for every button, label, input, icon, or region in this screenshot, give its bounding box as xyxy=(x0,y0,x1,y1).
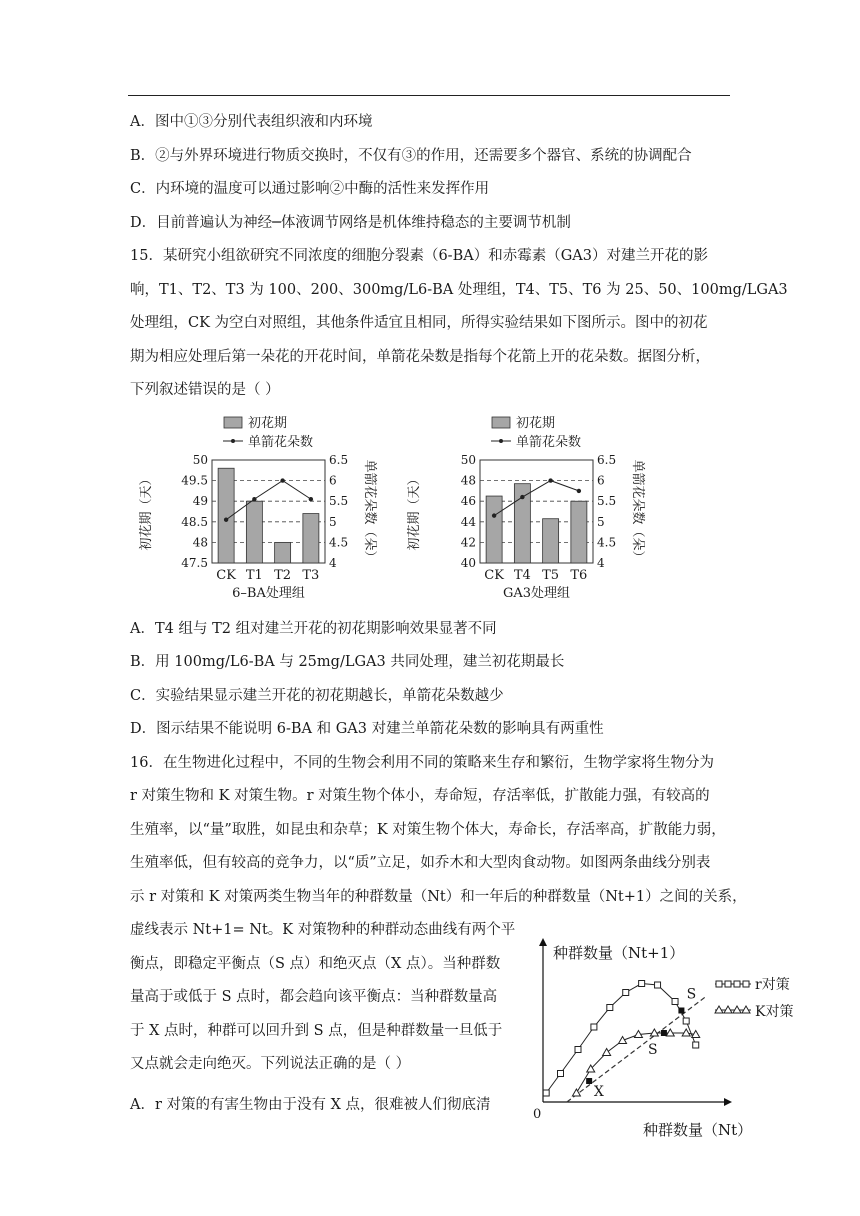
y2-axis-label: 单箭花朵数（朵） xyxy=(362,459,377,564)
y-tick-label: 47.5 xyxy=(181,556,208,570)
x-tick-label: T5 xyxy=(542,568,560,583)
identity-line xyxy=(567,997,705,1102)
y-axis-label: 初花期（天） xyxy=(407,472,422,551)
q16-line: 生殖率，以“量”取胜，如昆虫和杂草；K 对策生物个体大，寿命长，存活率高，扩散能力弱， xyxy=(130,822,726,838)
y-tick-label: 42 xyxy=(460,535,476,550)
legend-r-marker xyxy=(725,981,731,987)
y-tick-label: 40 xyxy=(460,556,476,570)
k-series-marker xyxy=(603,1049,611,1056)
y2-tick-label: 6 xyxy=(329,473,337,488)
y2-tick-label: 5 xyxy=(329,514,337,529)
x-tick-label: T6 xyxy=(570,568,588,583)
q15-stem-line: 响，T1、T2、T3 为 100、200、300mg/L6-BA 处理组，T4、T5、T6 为 25、50、100mg/LGA3 xyxy=(130,282,788,298)
line-point xyxy=(492,513,496,517)
y-axis-label: 初花期（天） xyxy=(139,472,154,551)
x-axis-label: GA3处理组 xyxy=(502,586,571,601)
q14-option-a: A．图中①③分别代表组织液和内环境 xyxy=(130,114,373,130)
y2-tick-label: 4 xyxy=(597,556,605,570)
y-tick-label: 49 xyxy=(192,494,208,509)
legend-line-marker xyxy=(499,439,503,443)
q15-option-a: A．T4 组与 T2 组对建兰开花的初花期影响效果显著不同 xyxy=(130,621,497,637)
legend-label: 初花期 xyxy=(248,416,288,431)
y-tick-label: 49.5 xyxy=(181,473,208,488)
y2-tick-label: 5 xyxy=(597,514,605,529)
series-line xyxy=(494,481,579,516)
r-series-marker xyxy=(683,1018,689,1024)
y2-tick-label: 6 xyxy=(597,473,605,488)
y2-tick-label: 6.5 xyxy=(597,453,617,467)
chart-population xyxy=(525,932,825,1147)
bar xyxy=(543,519,559,563)
q14-option-c: C．内环境的温度可以通过影响②中酶的活性来发挥作用 xyxy=(130,181,490,197)
y-tick-label: 46 xyxy=(460,494,476,509)
q15-stem-line: 处理组，CK 为空白对照组，其他条件适宜且相同，所得实验结果如下图所示。图中的初花 xyxy=(130,315,708,331)
legend-label: 单箭花朵数 xyxy=(248,435,314,450)
q16-narrow-line: 衡点，即稳定平衡点（S 点）和绝灭点（X 点）。当种群数 xyxy=(130,956,501,972)
series-line xyxy=(226,481,311,520)
q16-narrow-line: 又点就会走向绝灭。下列说法正确的是（ ） xyxy=(130,1056,411,1072)
point-label-s: S xyxy=(648,1042,658,1058)
r-series-marker xyxy=(639,981,645,987)
k-series-marker xyxy=(619,1037,627,1044)
q15-option-c: C．实验结果显示建兰开花的初花期越长，单箭花朵数越少 xyxy=(130,688,504,704)
q16-line: r 对策生物和 K 对策生物。r 对策生物个体小，寿命短，存活率低，扩散能力强，有较高的 xyxy=(130,788,710,804)
k-extinction-point xyxy=(586,1078,592,1084)
y2-tick-label: 4.5 xyxy=(329,535,349,550)
x-axis-label: 6–BA处理组 xyxy=(232,586,305,601)
y-tick-label: 50 xyxy=(460,453,476,467)
q14-option-b: B．②与外界环境进行物质交换时，不仅有③的作用，还需要多个器官、系统的协调配合 xyxy=(130,148,692,164)
y2-tick-label: 4.5 xyxy=(597,535,617,550)
y2-tick-label: 6.5 xyxy=(329,453,349,467)
q15-stem-line: 期为相应处理后第一朵花的开花时间，单箭花朵数是指每个花箭上开的花朵数。据图分析， xyxy=(130,349,710,365)
q16-line: 示 r 对策和 K 对策两类生物当年的种群数量（Nt）和一年后的种群数量（Nt+1）之间的关系， xyxy=(130,889,747,905)
line-point xyxy=(280,478,284,482)
line-point xyxy=(224,518,228,522)
y-tick-label: 44 xyxy=(460,514,476,529)
chart-6ba xyxy=(130,410,380,610)
r-series-marker xyxy=(623,990,629,996)
legend-bar-swatch xyxy=(224,417,242,428)
origin-label: 0 xyxy=(533,1107,542,1122)
chart-ga3 xyxy=(398,410,658,610)
q15-option-d: D．图示结果不能说明 6-BA 和 GA3 对建兰单箭花朵数的影响具有两重性 xyxy=(130,721,604,737)
legend-r-marker xyxy=(716,981,722,987)
bar xyxy=(486,496,502,563)
q16-option-a: A．r 对策的有害生物由于没有 X 点，很难被人们彻底清 xyxy=(130,1097,491,1113)
q16-line: 生殖率低，但有较高的竞争力，以“质”立足，如乔木和大型肉食动物。如图两条曲线分别表 xyxy=(130,855,711,871)
y-tick-label: 48.5 xyxy=(181,514,208,529)
x-tick-label: T2 xyxy=(274,568,292,583)
y-tick-label: 48 xyxy=(192,535,208,550)
legend-r-marker xyxy=(734,981,740,987)
y-tick-label: 50 xyxy=(192,453,208,467)
legend-label: r对策 xyxy=(755,977,790,993)
r-series-marker xyxy=(655,982,661,988)
r-equilibrium-point xyxy=(678,1008,684,1014)
legend-r-marker xyxy=(743,981,749,987)
r-series-marker xyxy=(591,1024,597,1030)
q15-option-b: B．用 100mg/L6-BA 与 25mg/LGA3 共同处理，建兰初花期最长 xyxy=(130,654,565,670)
bar xyxy=(571,501,587,563)
y2-tick-label: 4 xyxy=(329,556,337,570)
y2-tick-label: 5.5 xyxy=(329,494,349,509)
line-point xyxy=(577,489,581,493)
header-rule xyxy=(128,95,730,96)
line-point xyxy=(520,495,524,499)
bar xyxy=(246,501,262,563)
x-axis-arrow xyxy=(724,1098,732,1106)
q16-narrow-line: 虚线表示 Nt+1= Nt。K 对策物种的种群动态曲线有两个平 xyxy=(130,922,516,938)
line-point xyxy=(309,497,313,501)
r-series-marker xyxy=(693,1042,699,1048)
bar xyxy=(275,542,291,563)
r-series-marker xyxy=(607,1005,613,1011)
x-tick-label: CK xyxy=(484,568,504,583)
r-series-marker xyxy=(558,1071,564,1077)
r-series-marker xyxy=(575,1047,581,1053)
line-point xyxy=(252,497,256,501)
legend-label: 单箭花朵数 xyxy=(516,435,582,450)
legend-bar-swatch xyxy=(492,417,510,428)
y2-tick-label: 5.5 xyxy=(597,494,617,509)
y-axis-arrow xyxy=(539,938,547,946)
line-point xyxy=(548,478,552,482)
legend-line-marker xyxy=(231,439,235,443)
q14-option-d: D．目前普遍认为神经─体液调节网络是机体维持稳态的主要调节机制 xyxy=(130,215,571,231)
q15-stem-line: 下列叙述错误的是（ ） xyxy=(130,382,280,398)
x-axis-label: 种群数量（Nt） xyxy=(643,1121,753,1139)
legend-label: K对策 xyxy=(755,1004,794,1020)
y-tick-label: 48 xyxy=(460,473,476,488)
y-axis-label: 种群数量（Nt+1） xyxy=(553,944,685,962)
r-series-marker xyxy=(672,999,678,1005)
x-tick-label: T3 xyxy=(302,568,320,583)
q15-stem-line: 15．某研究小组欲研究不同浓度的细胞分裂素（6-BA）和赤霉素（GA3）对建兰开花的影 xyxy=(130,248,708,264)
x-tick-label: T4 xyxy=(513,568,531,583)
q16-narrow-line: 于 X 点时，种群可以回升到 S 点，但是种群数量一旦低于 xyxy=(130,1023,503,1039)
q16-line: 16．在生物进化过程中，不同的生物会利用不同的策略来生存和繁衍，生物学家将生物分为 xyxy=(130,755,714,771)
k-equilibrium-point xyxy=(661,1030,667,1036)
r-series-marker xyxy=(543,1090,549,1096)
bar xyxy=(303,514,319,563)
k-series-marker xyxy=(572,1089,580,1096)
x-tick-label: T1 xyxy=(245,568,263,583)
x-tick-label: CK xyxy=(216,568,236,583)
legend-label: 初花期 xyxy=(516,416,556,431)
point-label-x: X xyxy=(593,1084,604,1100)
q16-narrow-line: 量高于或低于 S 点时，都会趋向该平衡点：当种群数量高 xyxy=(130,989,498,1005)
y2-axis-label: 单箭花朵数（朵） xyxy=(630,459,645,564)
point-label-s: S xyxy=(686,986,697,1003)
